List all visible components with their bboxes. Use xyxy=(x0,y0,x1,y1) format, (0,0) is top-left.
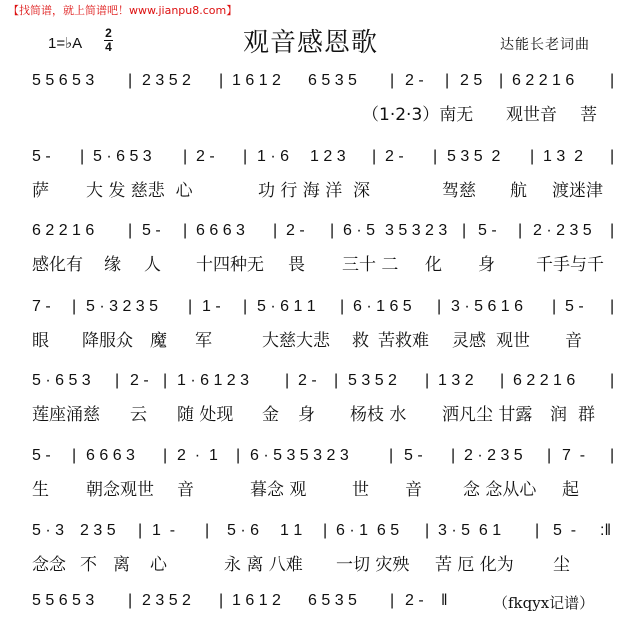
barline: | xyxy=(188,298,193,315)
lyric-text: 音 xyxy=(565,331,582,351)
lyric-text: 尘 xyxy=(553,555,570,575)
barline: | xyxy=(115,372,120,389)
lyric-text: 身 xyxy=(478,255,495,275)
note-group: 2 · 2 3 5 xyxy=(533,222,592,239)
key-signature: 1=♭A xyxy=(48,35,83,52)
barline: | xyxy=(128,72,133,89)
barline: | xyxy=(72,447,77,464)
lyric-text: 灵感 xyxy=(452,331,486,351)
note-group: 5 · 3 xyxy=(32,522,65,539)
lyric-text: 暮念 观 xyxy=(250,480,307,500)
barline: | xyxy=(530,148,535,165)
lyric-text: 军 xyxy=(195,331,212,351)
lyric-text: 化 xyxy=(425,255,442,275)
note-group: 1 · 6 xyxy=(257,148,290,165)
note-group: 2 - xyxy=(385,148,404,165)
note-group: 1 - xyxy=(152,522,176,539)
lyric-text: 音 xyxy=(405,480,422,500)
lyric-text: 金 xyxy=(262,405,279,425)
barline: | xyxy=(163,447,168,464)
note-group: 2 - xyxy=(405,72,424,89)
note-group: 2 5 xyxy=(460,72,483,89)
lyric-text: 念 念从心 xyxy=(463,480,537,500)
lyric-text: 润 xyxy=(550,405,567,425)
note-group: 5 · 6 xyxy=(227,522,260,539)
lyric-text: 魔 xyxy=(150,331,167,351)
lyric-text: 感化有 xyxy=(32,255,83,275)
note-group: 5 - xyxy=(478,222,497,239)
note-group: 7 - xyxy=(562,447,586,464)
note-group: 1 6 1 2 xyxy=(232,72,281,89)
lyric-text: 洒凡尘 甘露 xyxy=(442,405,533,425)
lyric-text: 群 xyxy=(578,405,595,425)
lyric-text: 大 发 慈悲 心 xyxy=(86,181,193,201)
note-group: 2 - xyxy=(130,372,149,389)
lyric-text: 畏 xyxy=(288,255,305,275)
lyric-text: 世 xyxy=(352,480,369,500)
lyric-text: 航 xyxy=(510,181,527,201)
lyric-text: 千手与千 xyxy=(536,255,604,275)
note-group: 6 2 2 1 6 xyxy=(32,222,95,239)
lyric-text: （1·2·3）南无 xyxy=(362,105,474,125)
barline: | xyxy=(610,148,615,165)
lyric-text: 观世音 xyxy=(506,105,557,125)
barline: | xyxy=(330,222,335,239)
lyric-text: 功 行 海 洋 深 xyxy=(258,181,371,201)
note-group: 6 2 2 1 6 xyxy=(512,72,575,89)
composer-credit: 达能长老词曲 xyxy=(500,37,590,53)
barline: :‖ xyxy=(600,522,612,539)
lyric-text: 永 离 八难 xyxy=(224,555,303,575)
barline: | xyxy=(500,372,505,389)
barline: | xyxy=(610,72,615,89)
note-group: 5 5 6 5 3 xyxy=(32,72,95,89)
lyric-text: 念念 xyxy=(32,555,66,575)
barline: | xyxy=(425,372,430,389)
note-group: 5 3 5 2 xyxy=(447,148,501,165)
time-signature xyxy=(104,28,113,53)
note-group: 1 - xyxy=(202,298,221,315)
note-group: 5 · 6 5 3 xyxy=(93,148,152,165)
note-group: 6 · 5 xyxy=(343,222,376,239)
lyric-text: 杨枝 水 xyxy=(350,405,407,425)
barline: | xyxy=(389,447,394,464)
note-group: 6 2 2 1 6 xyxy=(513,372,576,389)
note-group: 3 5 3 2 3 xyxy=(385,222,448,239)
barline: | xyxy=(243,148,248,165)
transcriber-credit: （fkqyx记谱） xyxy=(493,594,595,612)
barline: | xyxy=(610,222,615,239)
lyric-text: 心 xyxy=(150,555,167,575)
lyric-text: 驾慈 xyxy=(442,181,476,201)
barline: | xyxy=(285,372,290,389)
note-group: 1 6 1 2 xyxy=(232,592,281,609)
barline: | xyxy=(183,222,188,239)
barline: | xyxy=(138,522,143,539)
watermark-banner: 【找简谱，就上简谱吧！www.jianpu8.com】 xyxy=(8,4,238,17)
lyric-text: 渡迷津 xyxy=(552,181,603,201)
note-group: 2 3 5 2 xyxy=(142,592,191,609)
note-group: 2 3 5 2 xyxy=(142,72,191,89)
barline: | xyxy=(183,148,188,165)
note-group: 5 5 6 5 3 xyxy=(32,592,95,609)
lyric-text: 十四种无 xyxy=(196,255,264,275)
lyric-text: 一切 灾殃 xyxy=(336,555,410,575)
barline: | xyxy=(372,148,377,165)
note-group: 6 5 3 5 xyxy=(308,592,357,609)
note-group: 1 3 2 xyxy=(543,148,584,165)
barline: | xyxy=(323,522,328,539)
note-group: 2 3 5 xyxy=(80,522,116,539)
time-signature-top: 2 xyxy=(105,26,112,40)
lyric-text: 降服众 xyxy=(82,331,133,351)
lyric-text: 萨 xyxy=(32,181,49,201)
note-group: 2 · 1 xyxy=(177,447,218,464)
note-group: 3 · 5 6 1 6 xyxy=(451,298,524,315)
barline: | xyxy=(163,372,168,389)
barline: | xyxy=(433,148,438,165)
lyric-text: 生 xyxy=(32,480,49,500)
note-group: 2 · 2 3 5 xyxy=(464,447,523,464)
barline: | xyxy=(390,72,395,89)
note-group: 5 - xyxy=(32,447,51,464)
lyric-text: 观世 xyxy=(496,331,530,351)
note-group: 5 - xyxy=(404,447,423,464)
barline: | xyxy=(499,72,504,89)
barline: | xyxy=(334,372,339,389)
lyric-text: 人 xyxy=(144,255,161,275)
note-group: 5 - xyxy=(553,522,577,539)
barline: | xyxy=(128,592,133,609)
lyric-text: 菩 xyxy=(580,105,597,125)
lyric-text: 眼 xyxy=(32,331,49,351)
note-group: 1 · 6 1 2 3 xyxy=(177,372,250,389)
note-group: 6 6 6 3 xyxy=(196,222,245,239)
note-group: 1 3 2 xyxy=(438,372,474,389)
lyric-text: 随 处现 xyxy=(177,405,234,425)
note-group: 6 5 3 5 xyxy=(308,72,357,89)
lyric-text: 莲座涌慈 xyxy=(32,405,100,425)
barline: ‖ xyxy=(441,592,448,609)
barline: | xyxy=(219,592,224,609)
lyric-text: 苦 厄 化为 xyxy=(435,555,514,575)
barline: | xyxy=(552,298,557,315)
lyric-text: 不 xyxy=(80,555,97,575)
note-group: 5 - xyxy=(142,222,161,239)
note-group: 5 3 5 2 xyxy=(348,372,397,389)
lyric-text: 缘 xyxy=(104,255,121,275)
lyric-text: 苦救难 xyxy=(378,331,429,351)
barline: | xyxy=(437,298,442,315)
note-group: 5 - xyxy=(565,298,584,315)
barline: | xyxy=(80,148,85,165)
barline: | xyxy=(340,298,345,315)
barline: | xyxy=(610,298,615,315)
note-group: 6 · 1 6 5 xyxy=(353,298,412,315)
lyric-text: 离 xyxy=(113,555,130,575)
barline: | xyxy=(219,72,224,89)
note-group: 2 - xyxy=(405,592,424,609)
barline: | xyxy=(535,522,540,539)
lyric-text: 音 xyxy=(177,480,194,500)
barline: | xyxy=(610,372,615,389)
lyric-text: 朝念观世 xyxy=(86,480,154,500)
lyric-text: 起 xyxy=(562,480,579,500)
barline: | xyxy=(547,447,552,464)
barline: | xyxy=(425,522,430,539)
note-group: 2 - xyxy=(298,372,317,389)
barline: | xyxy=(273,222,278,239)
note-group: 1 2 3 xyxy=(310,148,346,165)
barline: | xyxy=(205,522,210,539)
time-signature-bottom: 4 xyxy=(105,40,112,54)
note-group: 5 · 6 1 1 xyxy=(257,298,316,315)
note-group: 3 · 5 6 1 xyxy=(438,522,502,539)
barline: | xyxy=(390,592,395,609)
note-group: 1 1 xyxy=(280,522,303,539)
note-group: 5 - xyxy=(32,148,51,165)
note-group: 6 6 6 3 xyxy=(86,447,135,464)
barline: | xyxy=(451,447,456,464)
barline: | xyxy=(518,222,523,239)
barline: | xyxy=(445,72,450,89)
note-group: 6 · 1 6 5 xyxy=(336,522,400,539)
note-group: 5 · 3 2 3 5 xyxy=(86,298,159,315)
lyric-text: 云 xyxy=(130,405,147,425)
note-group: 7 - xyxy=(32,298,51,315)
barline: | xyxy=(72,298,77,315)
lyric-text: 救 xyxy=(352,331,369,351)
barline: | xyxy=(236,447,241,464)
barline: | xyxy=(243,298,248,315)
song-title: 观音感恩歌 xyxy=(243,28,379,58)
barline: | xyxy=(128,222,133,239)
lyric-text: 身 xyxy=(298,405,315,425)
barline: | xyxy=(462,222,467,239)
lyric-text: 大慈大悲 xyxy=(262,331,330,351)
note-group: 6 · 5 3 5 3 2 3 xyxy=(250,447,349,464)
lyric-text: 三十 二 xyxy=(342,255,399,275)
note-group: 5 · 6 5 3 xyxy=(32,372,91,389)
note-group: 2 - xyxy=(286,222,305,239)
note-group: 2 - xyxy=(196,148,215,165)
barline: | xyxy=(610,447,615,464)
